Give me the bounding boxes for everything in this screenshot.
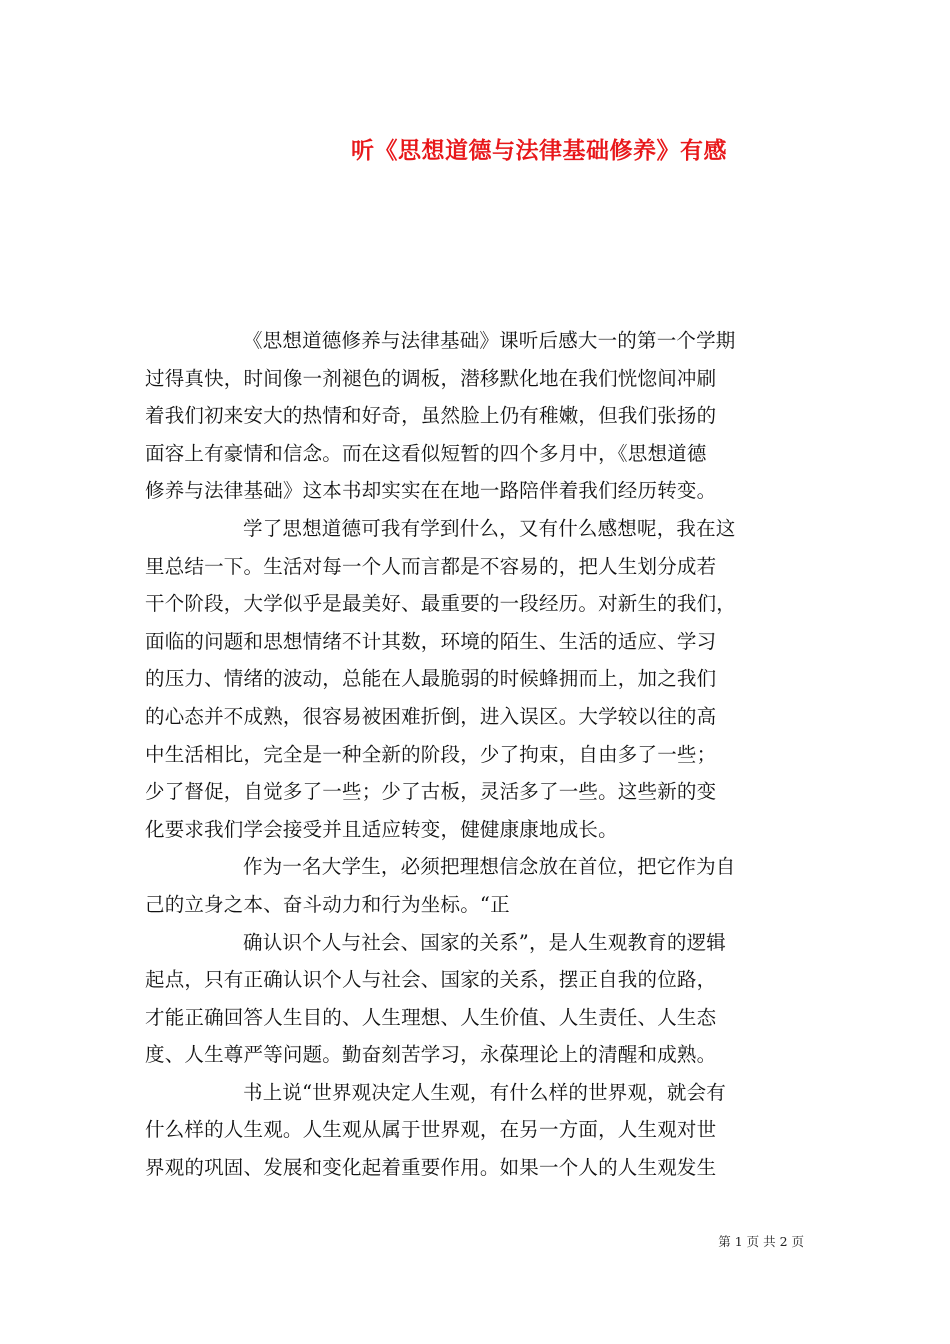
text-line: 的压力、情绪的波动，总能在人最脆弱的时候蜂拥而上，加之我们 [145, 667, 717, 691]
text-line: 度、人生尊严等问题。勤奋刻苦学习，永葆理论上的清醒和成熟。 [145, 1043, 717, 1067]
text-line: 己的立身之本、奋斗动力和行为坐标。“正 [145, 892, 510, 916]
text-line: 中生活相比，完全是一种全新的阶段，少了拘束，自由多了一些； [145, 742, 717, 766]
text-line: 着我们初来安大的热情和好奇，虽然脸上仍有稚嫩，但我们张扬的 [145, 404, 717, 428]
text-line: 少了督促，自觉多了一些；少了古板，灵活多了一些。这些新的变 [145, 780, 717, 804]
text-line: 干个阶段，大学似乎是最美好、最重要的一段经历。对新生的我们， [145, 592, 737, 616]
text-line: 面临的问题和思想情绪不计其数，环境的陌生、生活的适应、学习 [145, 629, 717, 653]
text-line: 面容上有豪情和信念。而在这看似短暂的四个多月中，《思想道德 [145, 441, 707, 465]
text-line: 什么样的人生观。人生观从属于世界观，在另一方面，人生观对世 [145, 1118, 717, 1142]
text-line: 作为一名大学生，必须把理想信念放在首位，把它作为自 [243, 855, 736, 879]
text-line: 界观的巩固、发展和变化起着重要作用。如果一个人的人生观发生 [145, 1156, 717, 1180]
document-body [145, 322, 809, 1187]
text-line: 过得真快，时间像一剂褪色的调板，潜移默化地在我们恍惚间冲刷 [145, 366, 717, 390]
text-line: 学了思想道德可我有学到什么，又有什么感想呢，我在这 [243, 516, 736, 540]
text-line: 化要求我们学会接受并且适应转变，健健康康地成长。 [145, 817, 618, 841]
text-line: 的心态并不成熟，很容易被困难折倒，进入误区。大学较以往的高 [145, 704, 717, 728]
text-line: 里总结一下。生活对每一个人而言都是不容易的，把人生划分成若 [145, 554, 717, 578]
text-line: 确认识个人与社会、国家的关系”，是人生观教育的逻辑 [243, 930, 726, 954]
document-title: 听《思想道德与法律基础修养》有感 [351, 137, 727, 164]
text-line: 才能正确回答人生目的、人生理想、人生价值、人生责任、人生态 [145, 1005, 717, 1029]
page-number-footer: 第 1 页 共 2 页 [718, 1234, 804, 1249]
text-line: 起点，只有正确认识个人与社会、国家的关系，摆正自我的位路， [145, 968, 717, 992]
text-line: 书上说“世界观决定人生观，有什么样的世界观，就会有 [243, 1080, 726, 1104]
text-line: 《思想道德修养与法律基础》课听后感大一的第一个学期 [243, 329, 736, 352]
text-line: 修养与法律基础》这本书却实实在在地一路陪伴着我们经历转变。 [145, 479, 717, 503]
